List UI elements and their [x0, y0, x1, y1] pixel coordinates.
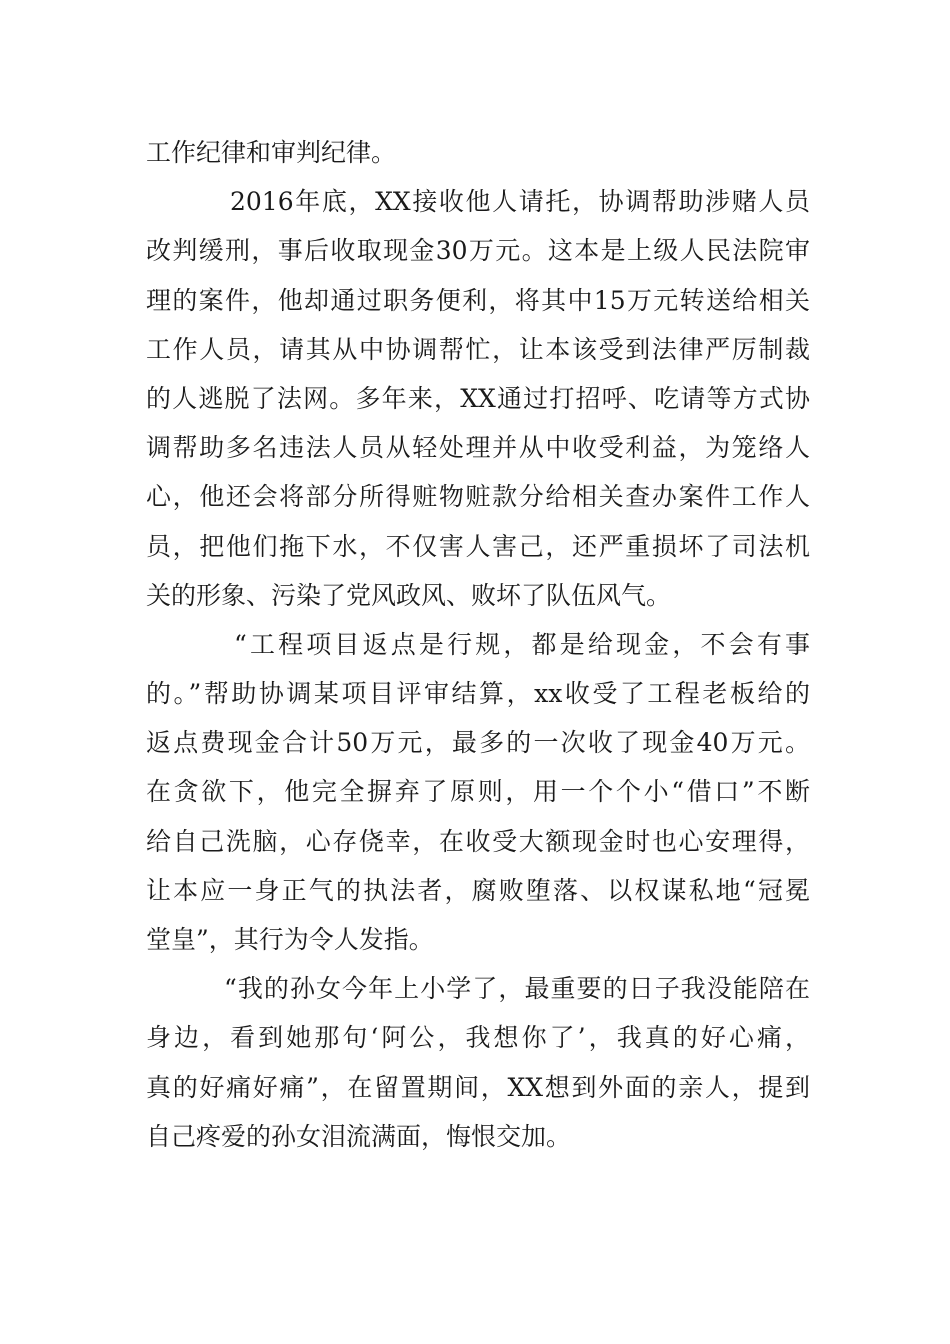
text-line: 心，他还会将部分所得赃物赃款分给相关查办案件工作人 — [146, 482, 810, 512]
text-line: 的人逃脱了法网。多年来，XX通过打招呼、吃请等方式协 — [146, 383, 810, 413]
text-line: 真的好痛好痛”，在留置期间，XX想到外面的亲人，提到 — [146, 1072, 810, 1102]
text-line: 理的案件，他却通过职务便利，将其中15万元转送给相关 — [146, 285, 810, 315]
text-line: 堂皇”，其行为令人发指。 — [146, 925, 434, 954]
document-body — [146, 128, 810, 1161]
text-line: 在贪欲下，他完全摒弃了原则，用一个个小“借口”不断 — [146, 777, 810, 807]
text-line: 调帮助多名违法人员从轻处理并从中收受利益，为笼络人 — [146, 433, 810, 463]
text-line: 的。”帮助协调某项目评审结算，xx收受了工程老板给的 — [146, 679, 810, 709]
paragraph-first-line: “我的孙女今年上小学了，最重要的日子我没能陪在 — [224, 974, 810, 1004]
text-line: 返点费现金合计50万元，最多的一次收了现金40万元。 — [146, 728, 810, 758]
text-line: 身边，看到她那句‘阿公，我想你了’，我真的好心痛， — [146, 1023, 810, 1053]
text-line: 关的形象、污染了党风政风、败坏了队伍风气。 — [146, 580, 672, 610]
text-line: 员，把他们拖下水，不仅害人害己，还严重损坏了司法机 — [146, 531, 810, 561]
text-line: 工作纪律和审判纪律。 — [146, 138, 397, 167]
paragraph-first-line: 2016年底，XX接收他人请托，协调帮助涉赌人员 — [230, 187, 810, 217]
text-line: 让本应一身正气的执法者，腐败堕落、以权谋私地“冠冕 — [146, 875, 810, 905]
text-line: 工作人员，请其从中协调帮忙，让本该受到法律严厉制裁 — [146, 334, 810, 364]
text-line: 改判缓刑，事后收取现金30万元。这本是上级人民法院审 — [146, 236, 810, 266]
paragraph-first-line: “工程项目返点是行规，都是给现金，不会有事 — [234, 629, 810, 659]
text-line: 给自己洗脑，心存侥幸，在收受大额现金时也心安理得， — [146, 826, 810, 856]
text-line: 自己疼爱的孙女泪流满面，悔恨交加。 — [146, 1121, 572, 1151]
